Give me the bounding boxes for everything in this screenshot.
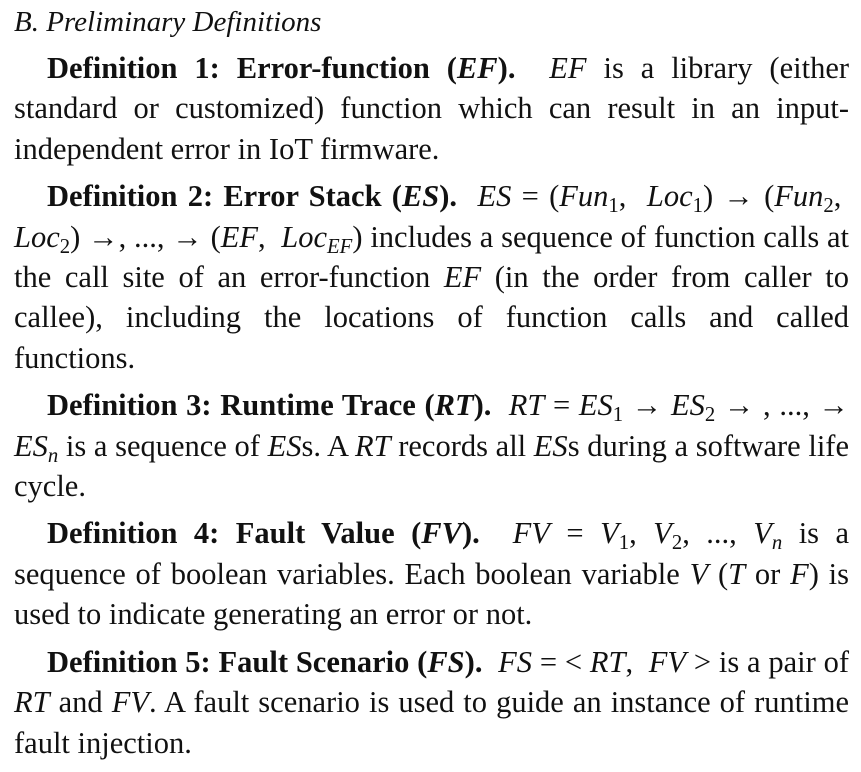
section-title: B. Preliminary Definitions [14,6,322,38]
definition-4-abbr: (FV). [411,516,480,551]
definition-5 [14,642,849,763]
definitions-list [14,48,849,763]
definition-3-label: Definition 3: Runtime Trace [47,388,416,423]
definition-4-label: Definition 4: Fault Value [47,516,395,551]
definition-2 [14,176,849,378]
definition-1-label: Definition 1: Error-function [47,51,430,85]
definition-5-label: Definition 5: Fault Scenario [47,644,410,679]
definition-4-body: FV = $V_1$, $V_2$, ..., $V_n$ is a sequence of boolean variables. Each boolean variable V (T or F) is used to indicate generating an error or not. [14,516,850,632]
definition-2-abbr: (ES). [391,179,458,214]
definition-2-label: Definition 2: Error Stack [47,179,382,214]
definition-1-body: EF is a library (either standard or customized) function which can result in an input-independent error in IoT firmware. [14,51,850,166]
definition-2-body: ES = (Fun$_1$, Loc$_1$) → (Fun$_2$, Loc$_2$) →, ..., → (EF, Loc$_{EF}$) includes a sequence of function calls at the call site of an error-function EF (in the order from caller to callee), including the locations of function calls and called functions. [14,179,850,375]
definition-3-abbr: (RT). [424,388,492,423]
definition-1-abbr: (EF). [446,51,516,85]
definition-5-body: FS = < RT, FV > is a pair of RT and FV. A fault scenario is used to guide an instance of runtime fault injection. [14,644,850,760]
definition-1 [14,48,849,169]
definition-3 [14,385,849,506]
definition-4 [14,513,849,634]
definition-3-body: RT = $ES_1 \to ES_2$ → , ..., → $ES_n$ is a sequence of ESs. A RT records all ESs during a software life cycle. [14,388,850,504]
definition-5-abbr: (FS). [417,644,483,679]
